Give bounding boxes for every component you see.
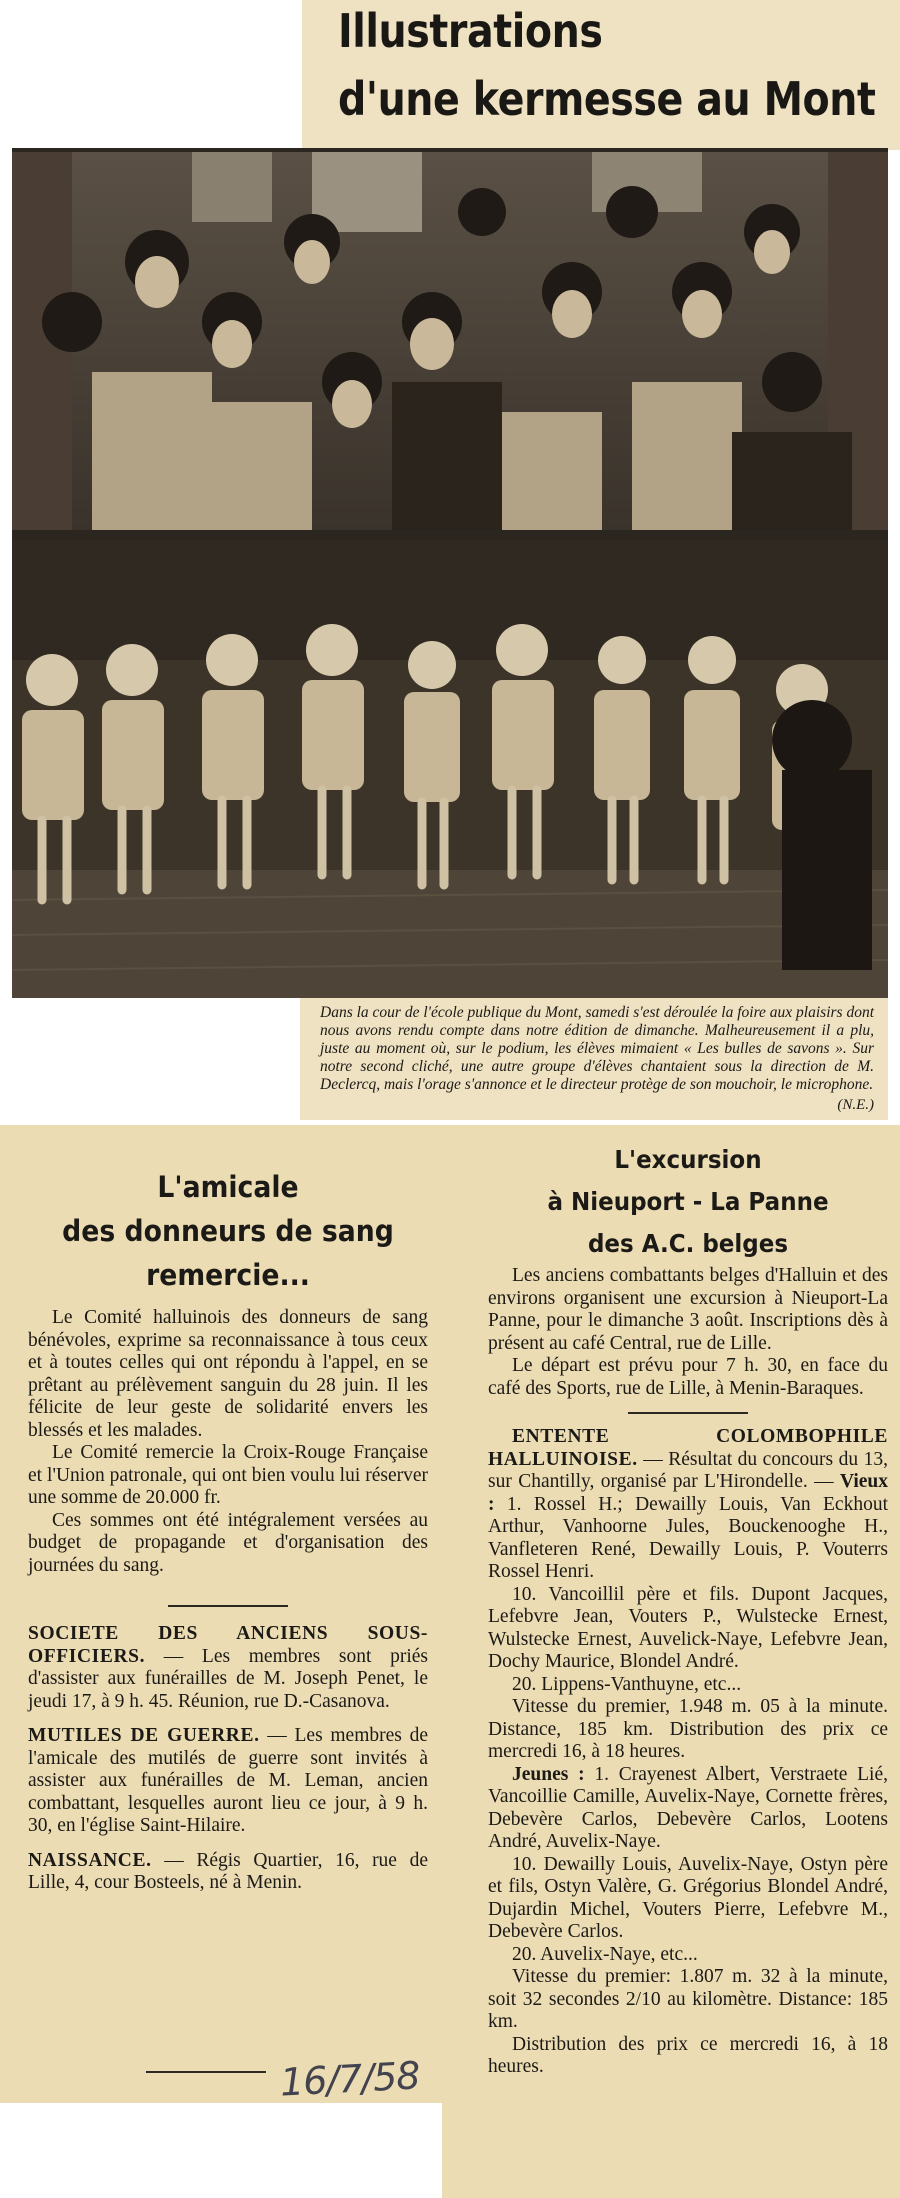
headline-line-2: d'une kermesse au Mont — [338, 72, 876, 126]
colombophile-jeunes-10: 10. Dewailly Louis, Auvelix-Naye, Ostyn père et fils, Ostyn Valère, G. Grégorius Blondel André, Dujardin Michel, Vouters Pierre, Lefebvre M., Debevère Carlos. — [488, 1853, 888, 1942]
right-column-clipping — [442, 1125, 900, 2198]
photo-children-bubbles — [12, 152, 888, 530]
left-article-paragraph: Le Comité halluinois des donneurs de sang bénévoles, exprime sa reconnaissance à tous ceux et à toutes celles qui ont répondu à l'appel, en se prêtant au prélèvement sanguin du 28 juin. Il les félicite de leur geste de solidarité envers les blessés et les malades. — [28, 1307, 428, 1441]
colombophile-jeunes-speed: Vitesse du premier: 1.807 m. 32 à la minute, soit 32 secondes 2/10 au kilomètre. Distance: 185 km. — [488, 1966, 888, 2032]
colombophile-jeunes-20: 20. Auvelix-Naye, etc... — [512, 1943, 698, 1965]
right-article-title-3: des A.C. belges — [587, 1229, 789, 1258]
photo-caption — [300, 998, 888, 1120]
colombophile-intro: ENTENTE COLOMBOPHILE HALLUINOISE. — Résultat du concours du 13, sur Chantilly, organisé par L'Hirondelle. — Vieux : 1. Rossel H.; Dewailly Louis, Van Eckhout Arthur, Vanhoorne Jules, Bouckenooghe H., Vanfleteren René, Dewailly Louis, P. Vouterrs Rossel Henri. — [488, 1426, 888, 1582]
left-column-clipping — [0, 1125, 442, 2103]
headline-clipping — [302, 0, 900, 150]
left-article-paragraph: Ces sommes ont été intégralement versées au budget de propagande et d'organisation des journées du sang. — [28, 1509, 428, 1576]
notice-mutiles-de-guerre: MUTILES DE GUERRE. — Les membres de l'amicale des mutilés de guerre sont invités à assister aux funérailles de M. Leman, ancien combattant, lesquelles auront lieu ce jour, à 9 h. 30, en l'église Saint-Hilaire. — [28, 1725, 428, 1836]
colombophile-vieux-speed: Vitesse du premier, 1.948 m. 05 à la minute. Distance, 185 km. Distribution des prix ce mercredi 16, à 18 heures. — [488, 1696, 888, 1762]
caption-credit: (N.E.) — [837, 1097, 874, 1113]
section-divider — [168, 1605, 288, 1607]
notice-naissance: NAISSANCE. — Régis Quartier, 16, rue de Lille, 4, cour Bosteels, né à Menin. — [28, 1849, 428, 1893]
section-divider — [628, 1412, 748, 1414]
caption-text: Dans la cour de l'école publique du Mont, samedi s'est déroulée la foire aux plaisirs dont nous avons rendu compte dans notre édition de dimanche. Malheureusement il a plu, juste au moment où, sur le podium, les élèves mimaient « Les bulles de savons ». Sur notre second cliché, une autre groupe d'élèves chantaient sous la direction de M. Declercq, mais l'orage s'annonce et le directeur protège de son mouchoir, le microphone. — [320, 1004, 874, 1093]
colombophile-jeunes: Jeunes : 1. Crayenest Albert, Verstraete Lié, Vancoillie Camille, Auvelix-Naye, Cornette frères, Debevère Carlos, Debevère Carlos, Lootens André, Auvelix-Naye. — [488, 1763, 889, 1852]
handwritten-date-stamp: 16/7/58 — [278, 2053, 421, 2105]
left-article-title-1: L'amicale — [157, 1170, 299, 1204]
right-article-title-1: L'excursion — [614, 1145, 762, 1174]
photo-children-singing — [12, 540, 888, 998]
colombophile-distribution: Distribution des prix ce mercredi 16, à 18 heures. — [488, 2033, 888, 2077]
colombophile-vieux-10: 10. Vancoillil père et fils. Dupont Jacques, Lefebvre Jean, Vouters P., Wulstecke Ernest, Wulstecke Ernest, Auvelick-Naye, Lefebvre Jean, Dochy Maurice, Blondel André. — [488, 1583, 888, 1672]
right-article-title-2: à Nieuport - La Panne — [547, 1187, 829, 1216]
right-article-paragraph: Les anciens combattants belges d'Halluin et des environs organisent une excursion à Nieuport-La Panne, pour le dimanche 3 août. Inscriptions dès à présent au café Central, rue de Lille. — [488, 1265, 888, 1354]
colombophile-vieux-20: 20. Lippens-Vanthuyne, etc... — [512, 1673, 742, 1695]
right-article-paragraph: Le départ est prévu pour 7 h. 30, en face du café des Sports, rue de Lille, à Menin-Baraques. — [488, 1355, 888, 1399]
bottom-divider — [146, 2071, 266, 2073]
left-article-title-3: remercie... — [146, 1258, 310, 1292]
headline-line-1: Illustrations — [338, 4, 603, 58]
left-article-paragraph: Le Comité remercie la Croix-Rouge Française et l'Union patronale, qui ont bien voulu lui réserver une somme de 20.000 fr. — [28, 1442, 428, 1508]
notice-anciens-sous-officiers: SOCIETE DES ANCIENS SOUS-OFFICIERS. — Les membres sont priés d'assister aux funérailles de M. Joseph Penet, le jeudi 17, à 9 h. 45. Réunion, rue D.-Casanova. — [28, 1623, 428, 1712]
photo-block — [12, 148, 888, 998]
left-article-title-2: des donneurs de sang — [62, 1214, 394, 1248]
